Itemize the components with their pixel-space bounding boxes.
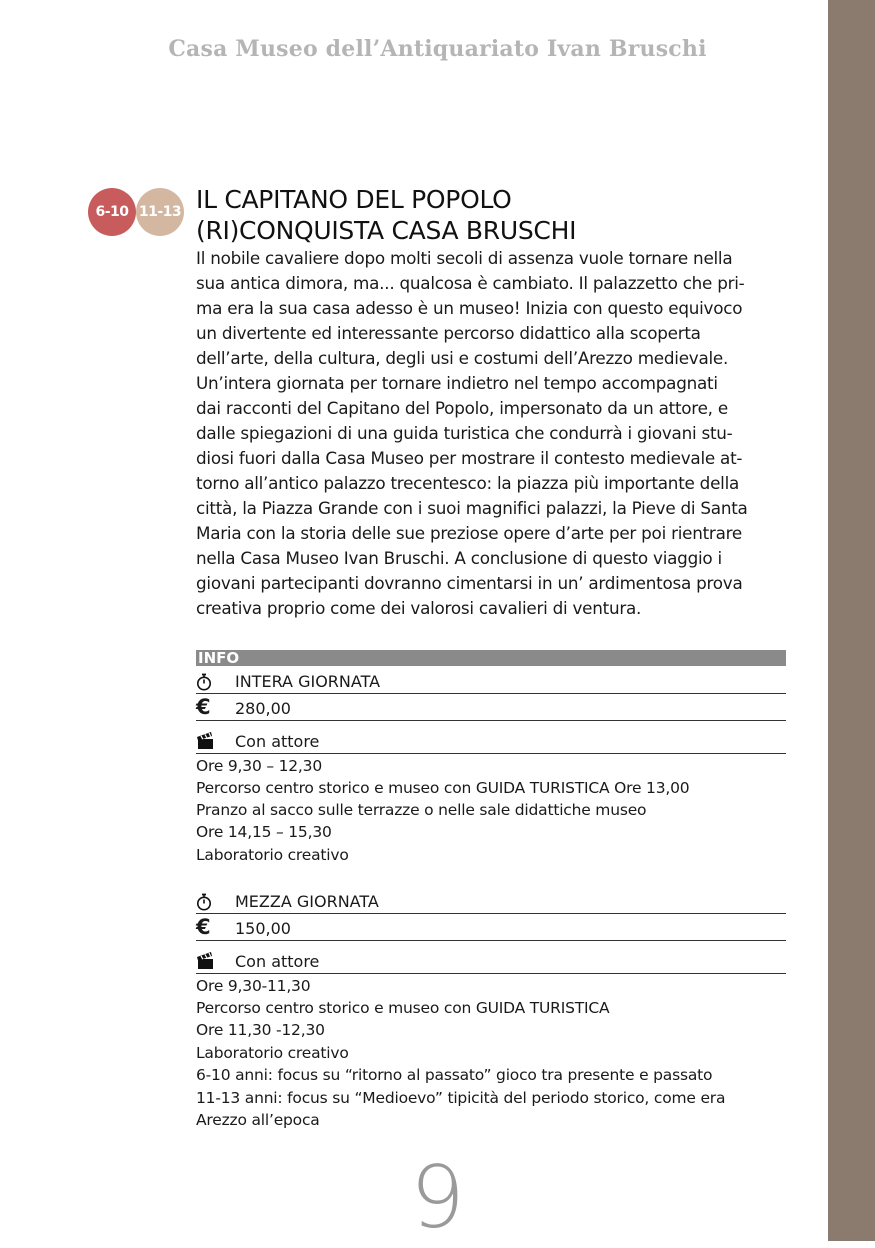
description-line: sua antica dimora, ma... qualcosa è cambiato. Il palazzetto che pri-	[196, 273, 745, 293]
full-day-actor-row	[196, 728, 786, 754]
full-day-duration: INTERA GIORNATA	[235, 672, 381, 691]
half-day-price: 150,00	[235, 919, 291, 938]
full-day-price-row	[196, 695, 786, 721]
full-day-detail-line: Laboratorio creativo	[196, 846, 349, 864]
half-day-price-row	[196, 915, 786, 941]
description-line: Il nobile cavaliere dopo molti secoli di assenza vuole tornare nella	[196, 248, 733, 268]
half-day-detail-line: Laboratorio creativo	[196, 1044, 349, 1062]
full-day-detail-line: Percorso centro storico e museo con GUIDA TURISTICA Ore 13,00	[196, 779, 690, 797]
activity-title-line: (RI)CONQUISTA CASA BRUSCHI	[196, 216, 577, 245]
page-header-title: Casa Museo dell’Antiquariato Ivan Bruschi	[168, 36, 707, 62]
half-day-detail-line: Ore 9,30-11,30	[196, 977, 311, 995]
description-line: dell’arte, della cultura, degli usi e costumi dell’Arezzo medievale.	[196, 348, 729, 368]
description-line: città, la Piazza Grande con i suoi magnifici palazzi, la Pieve di Santa	[196, 498, 748, 518]
clapperboard-icon	[196, 729, 218, 751]
half-day-detail-line: Arezzo all’epoca	[196, 1111, 320, 1129]
half-day-actor-row	[196, 948, 786, 974]
description-line: dai racconti del Capitano del Popolo, impersonato da un attore, e	[196, 398, 728, 418]
side-color-band	[828, 0, 875, 1241]
euro-icon: €	[196, 695, 211, 719]
half-day-detail-line: 11-13 anni: focus su “Medioevo” tipicità del periodo storico, come era	[196, 1089, 726, 1107]
description-line: giovani partecipanti dovranno cimentarsi in un’ ardimentosa prova	[196, 573, 743, 593]
stopwatch-icon	[196, 669, 218, 691]
full-day-detail-line: Pranzo al sacco sulle terrazze o nelle sale didattiche museo	[196, 801, 647, 819]
half-day-detail-line: Ore 11,30 -12,30	[196, 1021, 325, 1039]
age-badge-6-10: 6-10	[88, 188, 136, 236]
description-line: ma era la sua casa adesso è un museo! Inizia con questo equivoco	[196, 298, 743, 318]
activity-title	[196, 184, 796, 246]
euro-icon: €	[196, 915, 211, 939]
half-day-actor: Con attore	[235, 952, 320, 971]
half-day-duration-row	[196, 888, 786, 914]
description-line: torno all’antico palazzo trecentesco: la piazza più importante della	[196, 473, 740, 493]
info-section-header: INFO	[196, 650, 786, 666]
description-line: Maria con la storia delle sue preziose opere d’arte per poi rientrare	[196, 523, 742, 543]
half-day-detail-line: Percorso centro storico e museo con GUIDA TURISTICA	[196, 999, 610, 1017]
activity-title-line: IL CAPITANO DEL POPOLO	[196, 185, 512, 214]
full-day-detail-line: Ore 9,30 – 12,30	[196, 757, 322, 775]
half-day-detail-line: 6-10 anni: focus su “ritorno al passato” gioco tra presente e passato	[196, 1066, 713, 1084]
description-line: un divertente ed interessante percorso didattico alla scoperta	[196, 323, 701, 343]
full-day-detail-line: Ore 14,15 – 15,30	[196, 823, 332, 841]
age-badge-11-13: 11-13	[136, 188, 184, 236]
description-line: creativa proprio come dei valorosi cavalieri di ventura.	[196, 598, 642, 618]
page-number: 9	[410, 1148, 465, 1248]
description-line: nella Casa Museo Ivan Bruschi. A conclusione di questo viaggio i	[196, 548, 722, 568]
stopwatch-icon	[196, 889, 218, 911]
description-line: dalle spiegazioni di una guida turistica che condurrà i giovani stu-	[196, 423, 733, 443]
full-day-actor: Con attore	[235, 732, 320, 751]
description-line: diosi fuori dalla Casa Museo per mostrare il contesto medievale at-	[196, 448, 743, 468]
full-day-duration-row	[196, 668, 786, 694]
full-day-price: 280,00	[235, 699, 291, 718]
description-line: Un’intera giornata per tornare indietro nel tempo accompagnati	[196, 373, 718, 393]
clapperboard-icon	[196, 949, 218, 971]
half-day-duration: MEZZA GIORNATA	[235, 892, 379, 911]
activity-description	[196, 246, 796, 621]
